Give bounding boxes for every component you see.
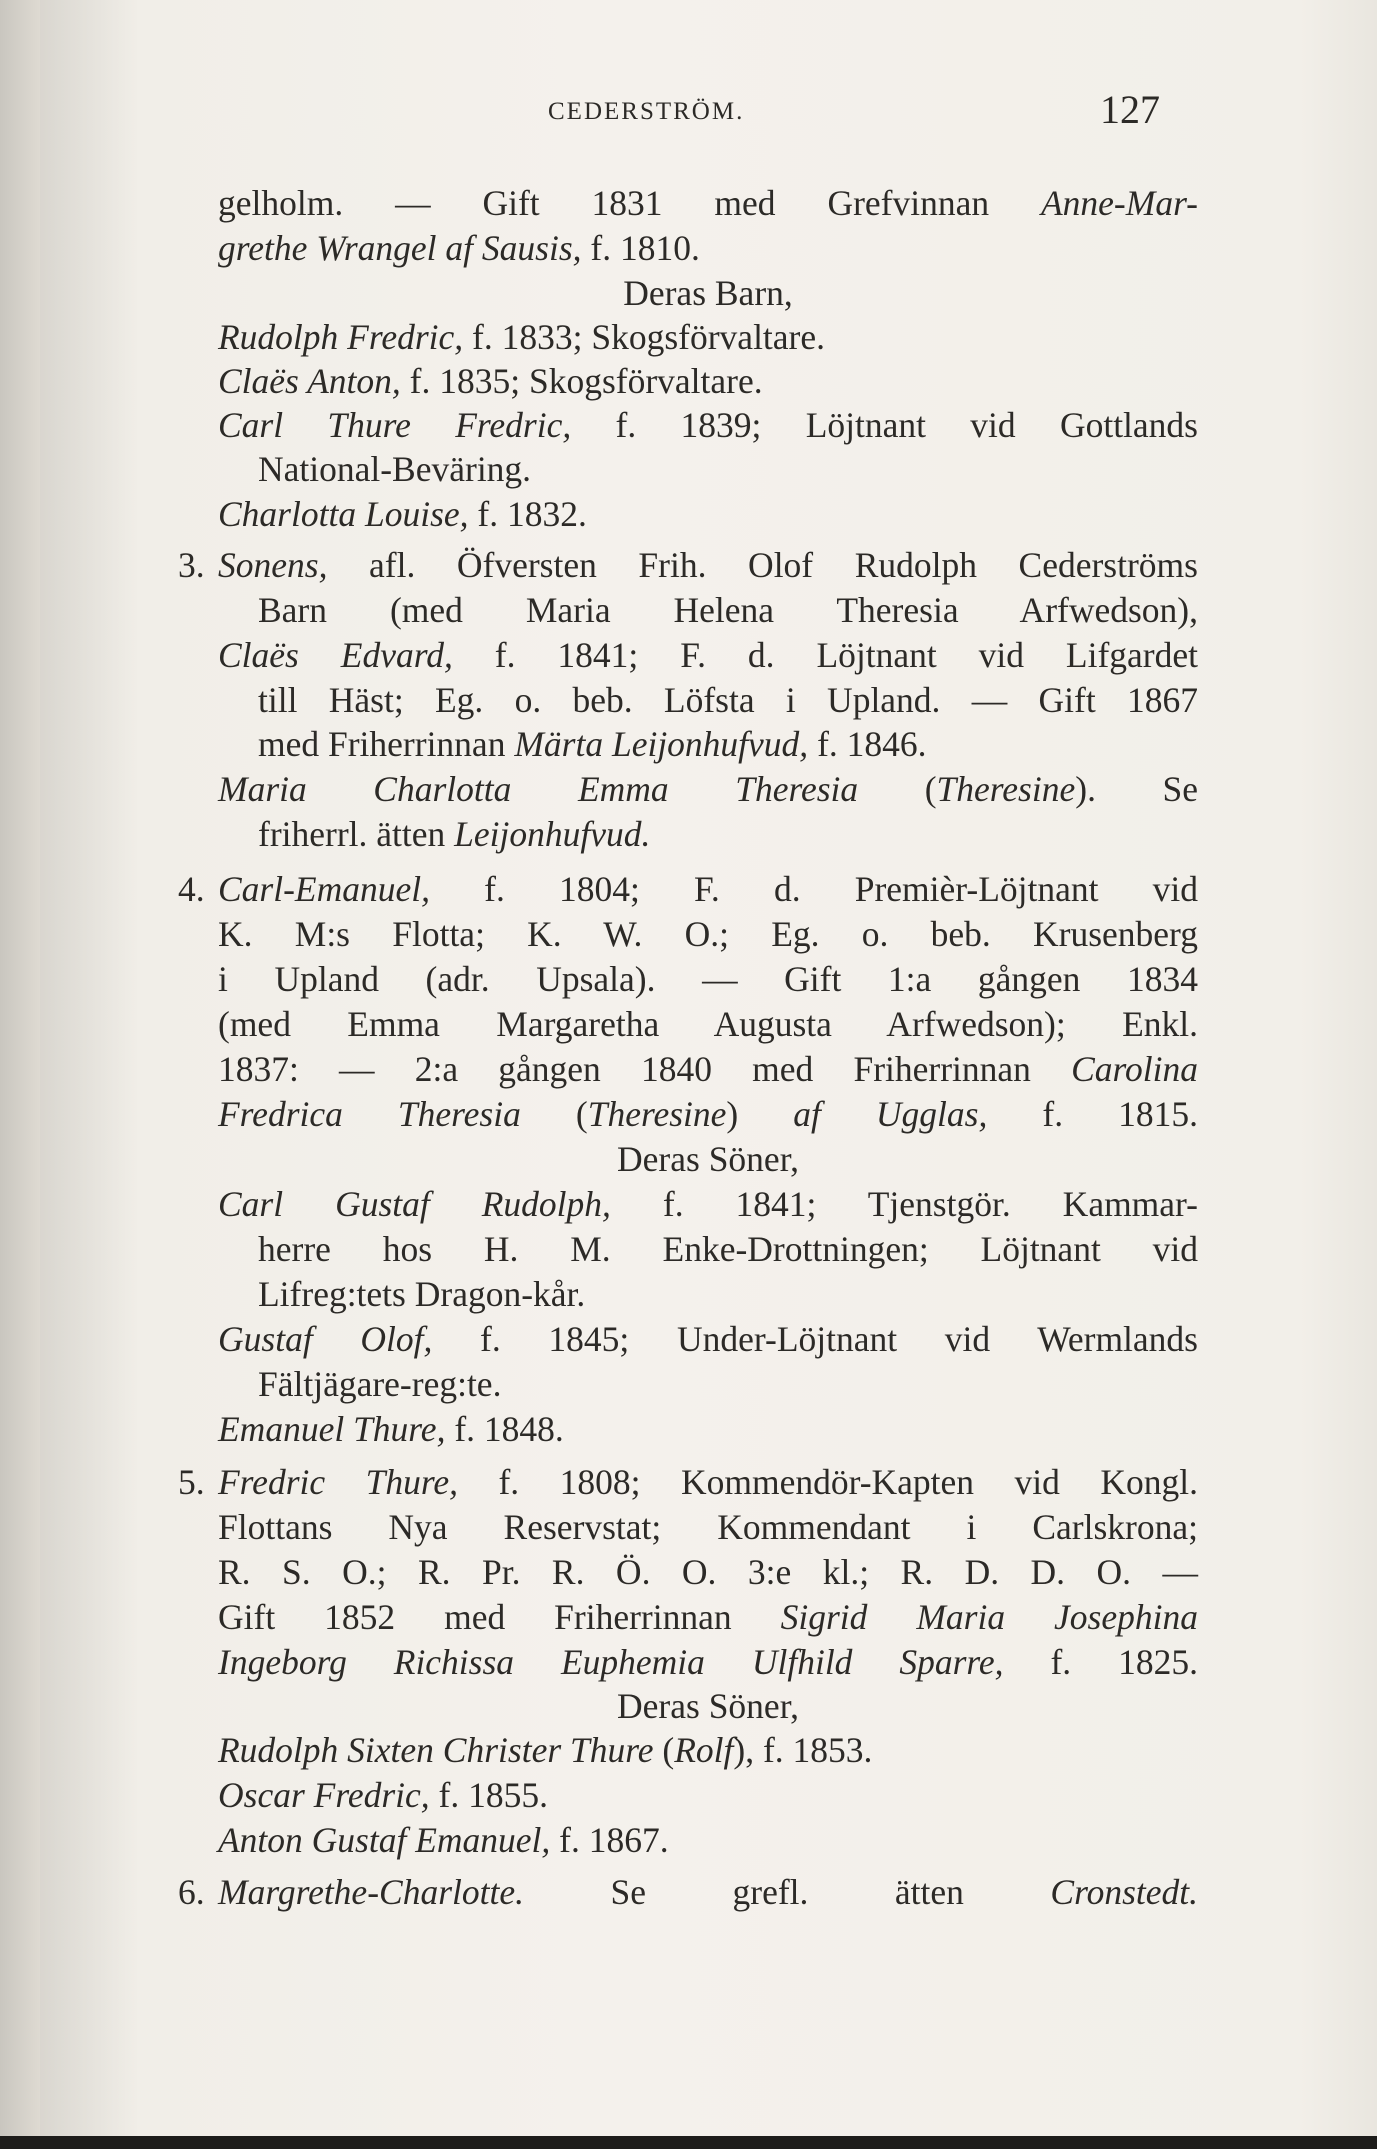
text-line [218,1092,1198,1136]
text-line [218,1505,1198,1549]
text-run: f. 1839; Löjtnant vid Gottlands [571,405,1198,445]
italic-run: Oscar Fredric, [218,1775,430,1815]
text-line [218,1870,1198,1914]
text-line [218,1550,1198,1594]
text-line [258,1272,585,1316]
text-line [258,1362,501,1406]
text-line [218,1460,1198,1504]
italic-run: Sonens, [218,545,328,585]
italic-run: Charlotta Louise, [218,494,469,534]
italic-run: Anne-Mar- [1040,183,1198,223]
italic-run: Leijonhufvud. [454,814,651,854]
text-line [218,1728,872,1772]
text-run: f. 1841; Tjenstgör. Kammar- [610,1184,1198,1224]
text-run: f. 1815. [987,1094,1198,1134]
italic-run: Cronstedt. [1050,1872,1198,1912]
text-run: 1837: — 2:a gången 1840 med Friherrinnan [218,1049,1072,1089]
text-line [218,1773,548,1817]
text-line [218,1317,1198,1361]
text-line [218,403,1198,447]
text-run: ( [653,1730,675,1770]
text-line [218,867,1198,911]
italic-run: Carl Gustaf Rudolph, [218,1184,611,1224]
italic-run: Märta Leijonhufvud, [514,724,809,764]
text-run: ), f. 1853. [733,1730,873,1770]
text-run: Barn (med Maria Helena Theresia Arfwedson), [258,590,1198,630]
text-run: f. 1832. [468,494,587,534]
text-run: (med Emma Margaretha Augusta Arfwedson); Enkl. [218,1004,1198,1044]
italic-run: Claës Edvard, [218,635,453,675]
text-run: Fältjägare-reg:te. [258,1364,502,1404]
text-run: f. 1841; F. d. Löjtnant vid Lifgardet [452,635,1198,675]
text-line [258,722,927,766]
text-run: afl. Öfversten Frih. Olof Rudolph Cederströms [327,545,1198,585]
item-number: 4. [178,869,205,909]
italic-run: Margrethe-Charlotte. [218,1872,524,1912]
text-line [258,1227,1198,1271]
text-line [218,181,1198,225]
text-line [218,315,825,359]
text-run: Deras Söner, [617,1139,799,1179]
text-run: Deras Söner, [617,1686,799,1726]
text-run: R. S. O.; R. Pr. R. Ö. O. 3:e kl.; R. D. D. O. — [218,1552,1198,1592]
page-number: 127 [1100,87,1160,132]
text-run: ( [858,769,937,809]
italic-run: Carl-Emanuel, [218,869,430,909]
item-number: 3. [178,545,205,585]
scan-bottom-edge [0,2136,1377,2149]
italic-run: Carl Thure Fredric, [218,405,572,445]
text-run: Flottans Nya Reservstat; Kommendant i Carlskrona; [218,1507,1198,1547]
text-run: herre hos H. M. Enke-Drottningen; Löjtnant vid [258,1229,1198,1269]
text-run: Lifreg:tets Dragon-kår. [258,1274,586,1314]
text-run: National-Beväring. [258,449,532,489]
text-line [218,543,1198,587]
text-line [218,1182,1198,1226]
text-line [218,1818,669,1862]
italic-run: Fredrica Theresia [218,1094,521,1134]
text-line [218,271,1198,315]
text-run: K. M:s Flotta; K. W. O.; Eg. o. beb. Krusenberg [218,914,1198,954]
italic-run: Theresine [936,769,1076,809]
italic-run: Carolina [1071,1049,1198,1089]
text-run: till Häst; Eg. o. beb. Löfsta i Upland. — Gift 1867 [258,680,1198,720]
text-line [218,1407,564,1451]
italic-run: Rudolph Sixten Christer Thure [218,1730,654,1770]
italic-run: Anton Gustaf Emanuel, [218,1820,551,1860]
text-run: f. 1846. [808,724,927,764]
text-run: med Friherrinnan [258,724,515,764]
italic-run: Claës Anton, [218,361,401,401]
text-line [218,912,1198,956]
text-line [258,588,1198,632]
text-run: f. 1833; Skogsförvaltare. [463,317,826,357]
text-line [218,1137,1198,1181]
text-run: f. 1808; Kommendör-Kapten vid Kongl. [457,1462,1198,1502]
text-run: f. 1835; Skogsförvaltare. [400,361,763,401]
italic-run: Rudolph Fredric, [218,317,464,357]
item-number: 6. [178,1872,205,1912]
italic-run: Maria Charlotta Emma Theresia [218,769,859,809]
italic-run: grethe Wrangel af Sausis, [218,228,582,268]
running-title: CEDERSTRÖM. [548,98,745,125]
italic-run: Rolf [674,1730,734,1770]
text-run: gelholm. — Gift 1831 med Grefvinnan [218,183,1041,223]
italic-run: Fredric Thure, [218,1462,458,1502]
text-line [218,492,587,536]
italic-run: Gustaf Olof, [218,1319,433,1359]
italic-run: af Ugglas, [793,1094,988,1134]
text-run: Deras Barn, [623,273,793,313]
text-run: f. 1855. [429,1775,548,1815]
text-run: f. 1825. [1003,1642,1198,1682]
text-line [218,359,763,403]
italic-run: Theresine [587,1094,727,1134]
italic-run: Ingeborg Richissa Euphemia Ulfhild Sparre, [218,1642,1004,1682]
text-run: i Upland (adr. Upsala). — Gift 1:a gången 1834 [218,959,1198,999]
text-line [218,226,700,270]
text-run: ) [726,1094,794,1134]
text-run: f. 1810. [581,228,700,268]
text-run: friherrl. ätten [258,814,455,854]
text-run: f. 1804; F. d. Premièr-Löjtnant vid [430,869,1198,909]
text-line [258,812,650,856]
text-run: ( [520,1094,588,1134]
text-line [218,1002,1198,1046]
text-run: Gift 1852 med Friherrinnan [218,1597,781,1637]
text-run: f. 1848. [445,1409,564,1449]
text-line [218,957,1198,1001]
text-run: ). Se [1075,769,1199,809]
text-run: f. 1867. [550,1820,669,1860]
text-line [218,767,1198,811]
item-number: 5. [178,1462,205,1502]
text-line [218,1047,1198,1091]
text-line [218,1595,1198,1639]
text-line [218,633,1198,677]
text-line [218,1640,1198,1684]
text-run: f. 1845; Under-Löjtnant vid Wermlands [432,1319,1198,1359]
text-line [258,678,1198,722]
text-run: Se grefl. ätten [523,1872,1051,1912]
text-line [218,1684,1198,1728]
italic-run: Emanuel Thure, [218,1409,446,1449]
text-line [258,447,531,491]
italic-run: Sigrid Maria Josephina [780,1597,1198,1637]
